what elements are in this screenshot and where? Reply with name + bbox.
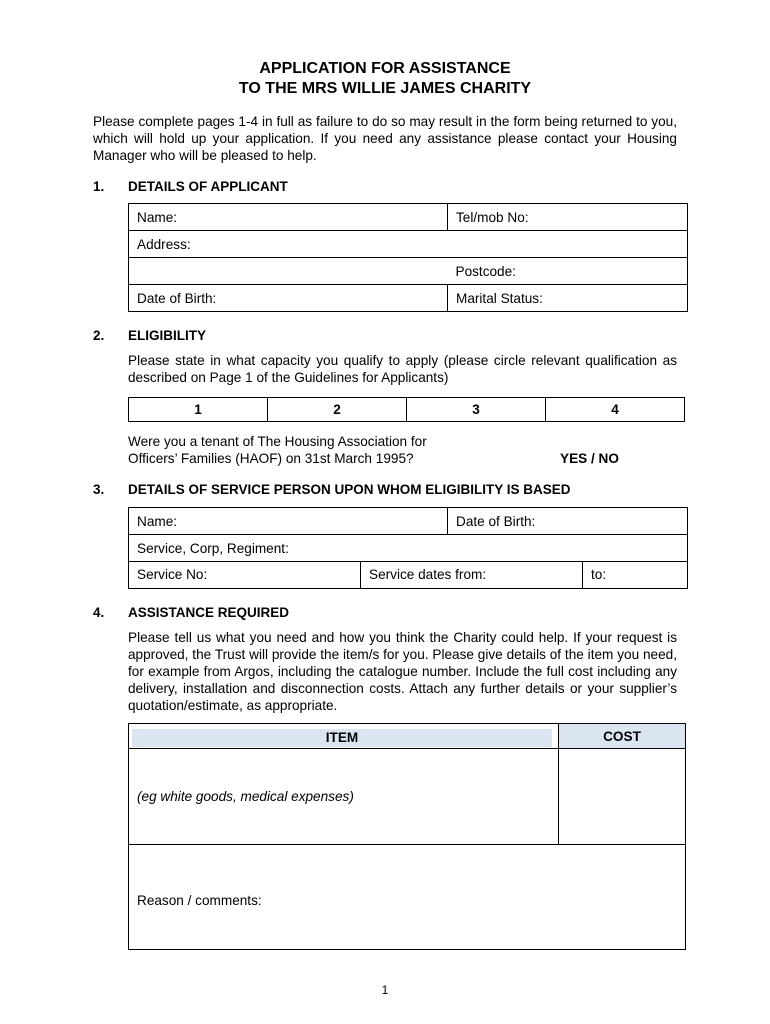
- applicant-address-label: Address:: [137, 236, 191, 252]
- cost-field[interactable]: [559, 749, 686, 845]
- item-field[interactable]: [129, 749, 559, 845]
- applicant-dob-field[interactable]: [129, 285, 448, 312]
- service-dates-from-field[interactable]: [361, 561, 583, 588]
- applicant-marital-label: Marital Status:: [456, 290, 543, 306]
- applicant-postcode-label: Postcode:: [455, 263, 516, 279]
- qualification-option-4[interactable]: 4: [546, 398, 685, 422]
- service-regiment-label: Service, Corp, Regiment:: [137, 540, 289, 556]
- applicant-postcode-field[interactable]: [448, 258, 688, 285]
- qualification-option-1[interactable]: 1: [129, 398, 268, 422]
- qualification-option-3[interactable]: 3: [407, 398, 546, 422]
- section-3-heading: DETAILS OF SERVICE PERSON UPON WHOM ELIGIBILITY IS BASED: [128, 482, 571, 497]
- eligibility-instructions: Please state in what capacity you qualify to apply (please circle relevant qualification as described on Page 1 of the Guidelines for Applicants): [128, 353, 677, 385]
- item-hint: (eg white goods, medical expenses): [137, 789, 354, 804]
- applicant-name-field[interactable]: [129, 204, 448, 231]
- service-person-name-field[interactable]: [129, 508, 448, 535]
- section-2-number: 2.: [93, 328, 105, 343]
- qualification-options-table: [128, 397, 685, 422]
- service-person-dob-field[interactable]: [448, 508, 688, 535]
- item-header: ITEM: [132, 729, 552, 747]
- applicant-tel-label: Tel/mob No:: [456, 209, 529, 225]
- section-1-number: 1.: [93, 179, 105, 194]
- reason-comments-label: Reason / comments:: [137, 892, 262, 908]
- service-person-table-bottom: [128, 561, 688, 589]
- service-person-name-label: Name:: [137, 513, 178, 529]
- applicant-dob-label: Date of Birth:: [137, 290, 217, 306]
- title-line-1: APPLICATION FOR ASSISTANCE: [259, 60, 511, 77]
- service-no-field[interactable]: [129, 561, 361, 588]
- service-person-dob-label: Date of Birth:: [456, 513, 536, 529]
- qualification-option-2[interactable]: 2: [268, 398, 407, 422]
- applicant-address-line-2[interactable]: [129, 258, 448, 285]
- service-regiment-field[interactable]: [129, 535, 688, 562]
- service-dates-from-label: Service dates from:: [369, 566, 487, 582]
- cost-header: COST: [559, 724, 686, 749]
- applicant-marital-field[interactable]: [448, 285, 688, 312]
- applicant-details-table: [128, 203, 688, 312]
- section-2-heading: ELIGIBILITY: [128, 328, 207, 343]
- intro-paragraph: Please complete pages 1-4 in full as failure to do so may result in the form being returned to you, which will hold up your application. If you need any assistance please contact your Housing Manager who will be pleased to help.: [93, 114, 677, 163]
- section-1-heading: DETAILS OF APPLICANT: [128, 179, 288, 194]
- page-number: 1: [381, 983, 389, 997]
- service-person-table-top: [128, 507, 688, 562]
- section-4-number: 4.: [93, 605, 105, 620]
- assistance-instructions: Please tell us what you need and how you think the Charity could help. If your request is approved, the Trust will provide the item/s for you. Please give details of the item you need, for example from Argos, including the catalogue number. Include the full cost including any delivery, installation and disconnection costs. Attach any further details or your supplier’s quotation/estimate, as appropriate.: [128, 630, 677, 713]
- applicant-tel-field[interactable]: [448, 204, 688, 231]
- tenant-question-line-1: Were you a tenant of The Housing Association for: [128, 434, 427, 449]
- reason-comments-field[interactable]: [129, 845, 686, 950]
- section-4-heading: ASSISTANCE REQUIRED: [128, 605, 290, 620]
- item-header-cell: [129, 724, 559, 749]
- yes-no-choice[interactable]: YES / NO: [560, 451, 619, 466]
- service-dates-to-label: to:: [591, 566, 607, 582]
- section-3-number: 3.: [93, 482, 105, 497]
- title-line-2: TO THE MRS WILLIE JAMES CHARITY: [238, 80, 532, 97]
- tenant-question-line-2: Officers’ Families (HAOF) on 31st March 1995?: [128, 451, 414, 466]
- item-cost-table: [128, 723, 686, 950]
- applicant-address-field[interactable]: [129, 231, 688, 258]
- applicant-name-label: Name:: [137, 209, 178, 225]
- service-no-label: Service No:: [137, 566, 208, 582]
- service-dates-to-field[interactable]: [583, 561, 688, 588]
